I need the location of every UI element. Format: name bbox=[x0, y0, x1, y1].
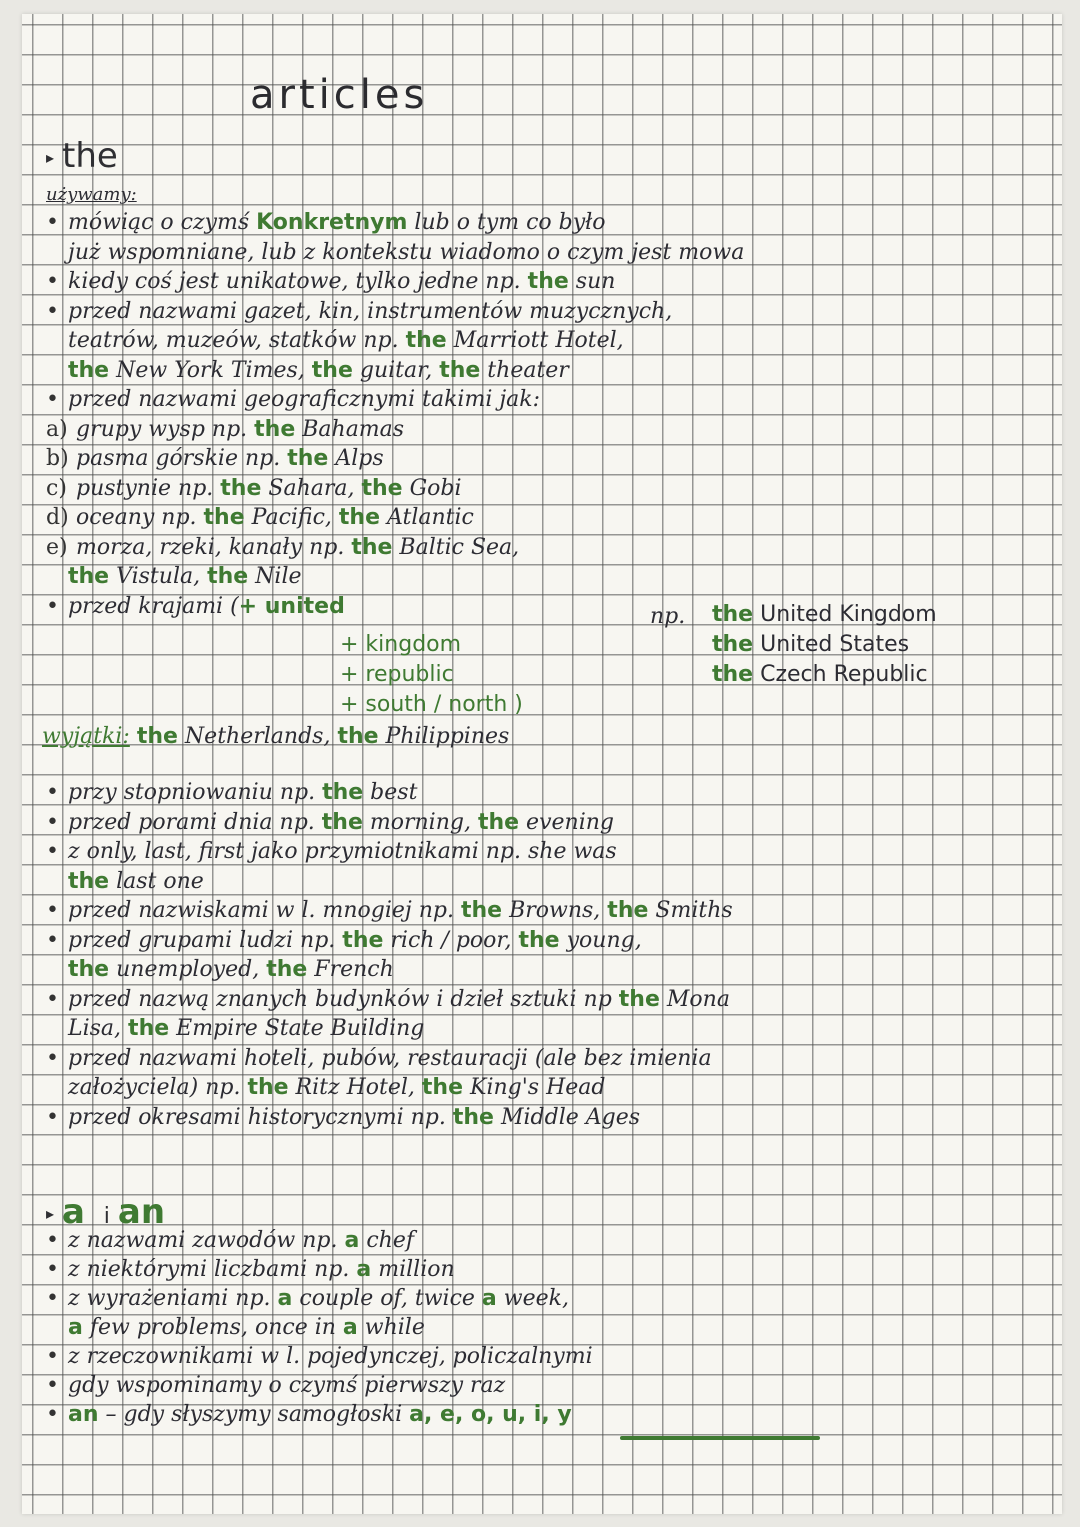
note-text: rich / poor, bbox=[383, 927, 519, 953]
section-heading-a-an bbox=[46, 1192, 165, 1232]
bullet-icon: • bbox=[46, 269, 59, 294]
note-text: lub o tym co było bbox=[407, 210, 606, 235]
note-text: Gobi bbox=[402, 475, 462, 501]
note-line bbox=[46, 1402, 572, 1427]
highlighted-article: the bbox=[518, 927, 560, 953]
note-line bbox=[46, 1373, 505, 1398]
highlighted-article: the bbox=[68, 564, 110, 589]
country-name: United Kingdom bbox=[753, 602, 937, 627]
highlighted-article: a bbox=[342, 1315, 358, 1340]
note-line bbox=[46, 839, 617, 864]
note-line bbox=[46, 417, 404, 442]
note-text: z wyrażeniami np. bbox=[68, 1286, 278, 1311]
note-text: gdy wspominamy o czymś pierwszy raz bbox=[68, 1373, 506, 1398]
note-text: Pacific, bbox=[244, 505, 339, 530]
highlighted-article: the bbox=[712, 602, 754, 627]
note-text: Sahara, bbox=[261, 475, 362, 501]
note-text: przed nazwami hoteli, pubów, restauracji (ale bez imienia bbox=[68, 1045, 712, 1071]
country-word-kingdom: + kingdom bbox=[340, 632, 462, 657]
bullet-icon: • bbox=[46, 387, 59, 412]
note-text: evening bbox=[519, 809, 614, 835]
highlighted-article: the bbox=[287, 446, 329, 471]
note-text: przed grupami ludzi np. bbox=[68, 927, 343, 953]
note-line bbox=[46, 869, 204, 894]
note-text: kiedy coś jest unikatowe, tylko jedne np. bbox=[68, 269, 528, 294]
highlighted-article: the bbox=[136, 724, 178, 749]
note-text: Smiths bbox=[648, 898, 733, 923]
bullet-icon: • bbox=[46, 986, 59, 1012]
country-example bbox=[712, 632, 909, 657]
section-title-an: an bbox=[117, 1192, 166, 1232]
note-text: million bbox=[371, 1257, 455, 1282]
note-line bbox=[46, 1228, 414, 1253]
note-line bbox=[46, 1075, 605, 1100]
country-word-republic: + republic bbox=[340, 662, 454, 687]
bullet-icon: • bbox=[46, 1373, 59, 1398]
note-text: unemployed, bbox=[109, 957, 267, 982]
bullet-icon: • bbox=[46, 1344, 59, 1369]
bullet-icon: • bbox=[46, 1402, 59, 1427]
bullet-icon: • bbox=[46, 927, 59, 953]
triangle-marker-icon: ▸ bbox=[46, 1204, 55, 1223]
note-text: young, bbox=[559, 927, 642, 953]
highlighted-article: the bbox=[322, 780, 364, 805]
highlighted-article: a bbox=[277, 1286, 293, 1311]
highlighted-article: the bbox=[405, 328, 447, 353]
note-text: Mona bbox=[659, 986, 730, 1012]
bullet-icon: • bbox=[46, 898, 59, 923]
country-example bbox=[712, 662, 928, 687]
note-line bbox=[46, 1344, 593, 1369]
note-text: teatrów, muzeów, statków np. bbox=[68, 328, 406, 353]
note-text: Browns, bbox=[502, 898, 608, 923]
note-text: przed porami dnia np. bbox=[68, 809, 322, 835]
note-line bbox=[46, 476, 462, 501]
note-text: przy stopniowaniu np. bbox=[68, 780, 323, 805]
highlighted-article: an bbox=[68, 1402, 99, 1427]
note-text: morza, rzeki, kanały np. bbox=[76, 534, 352, 560]
note-text: grupy wysp np. bbox=[76, 416, 255, 442]
section-title-a: a bbox=[62, 1192, 85, 1232]
note-line bbox=[46, 564, 302, 589]
highlighted-article: the bbox=[460, 898, 503, 923]
note-text: couple of, twice bbox=[292, 1286, 482, 1311]
note-line bbox=[46, 594, 345, 619]
note-text: Bahamas bbox=[295, 416, 405, 442]
highlighted-article: the bbox=[338, 505, 381, 530]
note-line bbox=[46, 987, 730, 1012]
note-text: przed okresami historycznymi np. bbox=[68, 1104, 453, 1130]
note-line bbox=[46, 1257, 455, 1282]
note-text: best bbox=[363, 780, 418, 805]
note-line bbox=[46, 387, 540, 412]
highlighted-article: the bbox=[311, 357, 353, 383]
highlighted-article: the bbox=[207, 564, 249, 589]
bullet-icon: • bbox=[46, 1228, 59, 1253]
note-text: morning, bbox=[362, 809, 478, 835]
note-text: Ritz Hotel, bbox=[288, 1075, 422, 1100]
note-line bbox=[46, 1286, 569, 1311]
note-line bbox=[46, 780, 417, 805]
section-heading-the bbox=[46, 136, 118, 176]
note-text: z rzeczownikami w l. pojedynczej, policzalnymi bbox=[68, 1344, 593, 1369]
note-text: theater bbox=[480, 357, 569, 383]
note-line bbox=[46, 269, 615, 294]
exceptions-text bbox=[137, 724, 509, 749]
highlighted-article: the bbox=[712, 662, 754, 687]
highlighted-article: the bbox=[527, 269, 569, 294]
note-line bbox=[46, 957, 394, 982]
note-text: przed nazwą znanych budynków i dzieł sztuki np bbox=[68, 986, 619, 1012]
country-example bbox=[712, 602, 937, 627]
highlighted-article: the bbox=[68, 357, 110, 383]
highlighted-article: the bbox=[128, 1016, 170, 1041]
note-text: French bbox=[307, 957, 394, 982]
bullet-icon: • bbox=[46, 210, 59, 235]
note-text: przed nazwiskami w l. mnogiej np. bbox=[68, 898, 461, 923]
highlighted-article: the bbox=[68, 957, 110, 982]
note-line bbox=[46, 1046, 712, 1071]
note-line bbox=[46, 898, 733, 923]
highlighted-article: a bbox=[356, 1257, 372, 1282]
note-text: pustynie np. bbox=[76, 475, 221, 501]
note-text: pasma górskie np. bbox=[76, 446, 288, 471]
highlighted-article: the bbox=[452, 1104, 494, 1130]
note-text: – gdy słyszymy samogłoski bbox=[98, 1402, 410, 1427]
note-line bbox=[46, 1105, 640, 1130]
bullet-icon: • bbox=[46, 1104, 59, 1130]
section-title-the: the bbox=[62, 136, 118, 176]
note-text: założyciela) np. bbox=[68, 1075, 248, 1100]
note-text: przed nazwami gazet, kin, instrumentów muzycznych, bbox=[68, 298, 673, 324]
note-line bbox=[46, 505, 474, 530]
note-text: Baltic Sea, bbox=[392, 534, 520, 560]
note-text: z only, last, first jako przymiotnikami np. she was bbox=[68, 839, 617, 864]
highlighted-article: the bbox=[337, 724, 379, 749]
bullet-icon: • bbox=[46, 298, 59, 324]
bullet-icon: • bbox=[46, 839, 59, 864]
highlighted-article: the bbox=[607, 898, 649, 923]
note-text: już wspomniane, lub z kontekstu wiadomo o czym jest mowa bbox=[68, 239, 745, 265]
country-name: Czech Republic bbox=[753, 662, 928, 687]
note-line bbox=[46, 928, 642, 953]
note-text: Alps bbox=[328, 446, 384, 471]
triangle-marker-icon: ▸ bbox=[46, 148, 55, 167]
highlighted-article: a, e, o, u, i, y bbox=[409, 1402, 572, 1427]
note-line bbox=[46, 240, 744, 265]
note-text: Vistula, bbox=[109, 564, 208, 589]
list-marker: c) bbox=[46, 475, 67, 501]
usage-label: używamy: bbox=[46, 184, 137, 205]
note-text: z nazwami zawodów np. bbox=[68, 1228, 345, 1253]
bullet-icon: • bbox=[46, 780, 59, 805]
highlighted-article: the bbox=[361, 475, 403, 501]
note-line bbox=[46, 1315, 425, 1340]
note-text: przed krajami ( bbox=[68, 593, 239, 619]
note-line bbox=[46, 299, 672, 324]
highlight-underline bbox=[620, 1436, 820, 1440]
highlighted-article: the bbox=[321, 809, 363, 835]
highlighted-article: the bbox=[351, 534, 393, 560]
bullet-icon: • bbox=[46, 1286, 59, 1311]
page-title: articles bbox=[250, 72, 429, 118]
note-line bbox=[46, 810, 614, 835]
note-text: Nile bbox=[248, 564, 302, 589]
country-word-south-north: + south / north ) bbox=[340, 692, 523, 717]
highlighted-article: a bbox=[481, 1286, 497, 1311]
bullet-icon: • bbox=[46, 1257, 59, 1282]
highlighted-article: + united bbox=[238, 593, 345, 619]
note-text: last one bbox=[109, 868, 204, 894]
note-text: Philippines bbox=[378, 724, 510, 749]
section-title-i: i bbox=[103, 1204, 110, 1229]
highlighted-article: the bbox=[342, 927, 384, 953]
country-name: United States bbox=[753, 632, 910, 657]
highlighted-article: the bbox=[477, 809, 520, 835]
note-text: chef bbox=[359, 1228, 414, 1253]
highlighted-article: the bbox=[712, 632, 754, 657]
country-examples-prefix: np. bbox=[650, 604, 686, 629]
highlighted-article: the bbox=[247, 1075, 289, 1100]
bullet-icon: • bbox=[46, 809, 59, 835]
highlighted-article: the bbox=[421, 1075, 464, 1100]
note-text: New York Times, bbox=[109, 357, 312, 383]
note-line bbox=[46, 210, 606, 235]
note-text: przed nazwami geograficznymi takimi jak: bbox=[68, 387, 541, 412]
note-text: Lisa, bbox=[68, 1016, 129, 1041]
highlighted-article: the bbox=[68, 868, 110, 894]
note-line bbox=[46, 1016, 424, 1041]
highlighted-article: a bbox=[68, 1315, 83, 1340]
list-marker: b) bbox=[46, 446, 69, 471]
note-line bbox=[46, 535, 519, 560]
note-text: guitar, bbox=[352, 357, 440, 383]
note-text: sun bbox=[568, 269, 616, 294]
note-text: oceany np. bbox=[76, 505, 204, 530]
note-text: Atlantic bbox=[380, 505, 474, 530]
highlighted-article: Konkretnym bbox=[256, 210, 408, 235]
bullet-icon: • bbox=[46, 1045, 59, 1071]
list-marker: a) bbox=[46, 416, 68, 442]
note-line bbox=[46, 328, 624, 353]
note-line bbox=[46, 358, 569, 383]
note-line bbox=[46, 446, 384, 471]
highlighted-article: a bbox=[344, 1228, 360, 1253]
exceptions-line bbox=[42, 724, 509, 749]
highlighted-article: the bbox=[618, 986, 660, 1012]
highlighted-article: the bbox=[254, 416, 296, 442]
note-text: mówiąc o czymś bbox=[68, 210, 257, 235]
note-text: Marriott Hotel, bbox=[446, 328, 624, 353]
bullet-icon: • bbox=[46, 593, 59, 619]
note-text: week, bbox=[496, 1286, 569, 1311]
note-text: King's Head bbox=[463, 1075, 606, 1100]
list-marker: e) bbox=[46, 534, 68, 560]
list-marker: d) bbox=[46, 505, 69, 530]
note-text: few problems, once in bbox=[82, 1315, 343, 1340]
note-text: z niektórymi liczbami np. bbox=[68, 1257, 357, 1282]
note-text: Netherlands, bbox=[177, 724, 338, 749]
highlighted-article: the bbox=[439, 357, 481, 383]
highlighted-article: the bbox=[220, 475, 262, 501]
highlighted-article: the bbox=[203, 505, 245, 530]
note-text: while bbox=[357, 1315, 425, 1340]
note-text: Empire State Building bbox=[169, 1016, 425, 1041]
exceptions-label: wyjątki: bbox=[42, 724, 130, 749]
note-text: Middle Ages bbox=[493, 1104, 641, 1130]
highlighted-article: the bbox=[266, 957, 308, 982]
